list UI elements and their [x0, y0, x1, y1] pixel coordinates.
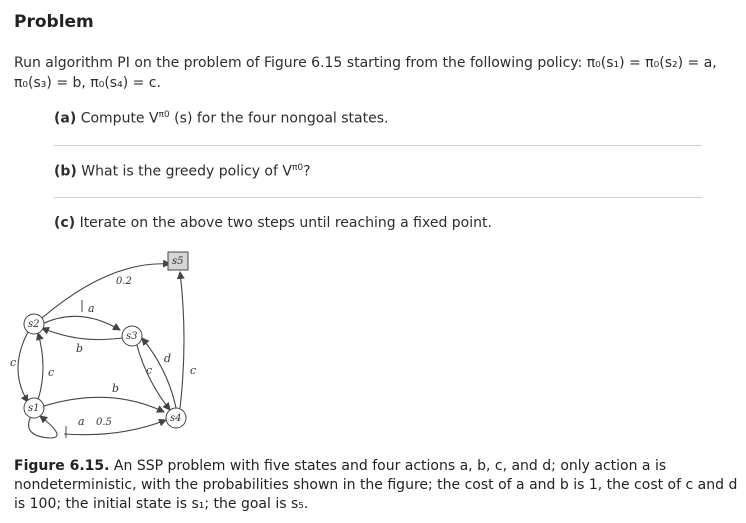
figure-caption	[14, 457, 742, 514]
edge-s2-s5	[42, 264, 170, 318]
question-a-sup: π0	[158, 110, 170, 120]
state-s3	[122, 326, 142, 346]
edge-s2-s1-left	[18, 332, 28, 402]
edge-s3-s2	[42, 328, 122, 340]
state-s1	[24, 398, 44, 418]
svg-text:s4: s4	[170, 413, 182, 424]
label-a-loop: a	[78, 415, 85, 428]
question-b-sup: π0	[291, 163, 304, 173]
question-a-text: Compute V	[80, 110, 159, 127]
edge-s1-s4	[44, 397, 164, 412]
label-b-s1: b	[112, 382, 120, 395]
label-a-s2: a	[88, 302, 95, 315]
question-b-tag: (b)	[54, 163, 77, 180]
svg-text:s5: s5	[172, 256, 184, 267]
problem-intro	[14, 53, 734, 93]
label-c-s3: c	[146, 364, 153, 377]
question-c	[54, 215, 492, 231]
question-b	[54, 163, 311, 180]
state-s5-goal	[168, 252, 188, 270]
edge-s1-s2-inner	[38, 333, 43, 400]
question-c-text: Iterate on the above two steps until reaching a fixed point.	[79, 215, 492, 231]
edge-s4-s5	[180, 272, 184, 408]
question-a-tag: (a)	[54, 110, 77, 127]
intro-line-1: Run algorithm PI on the problem of Figure 6.15 starting from the following policy: π₀(s₁) = π₀(s₂) = a,	[14, 55, 717, 71]
page-title: Problem	[14, 12, 94, 32]
question-b-text: What is the greedy policy of V	[81, 163, 292, 180]
answer-line-a	[54, 145, 702, 146]
question-a	[54, 110, 388, 127]
question-c-tag: (c)	[54, 215, 76, 231]
label-prob-0-5: 0.5	[96, 417, 112, 428]
ssp-diagram	[0, 248, 230, 448]
label-b-s3: b	[76, 342, 84, 355]
intro-line-2: π₀(s₃) = b, π₀(s₄) = c.	[14, 75, 161, 91]
caption-label: Figure 6.15.	[14, 458, 110, 474]
svg-text:s1: s1	[28, 403, 40, 414]
svg-text:s3: s3	[126, 331, 138, 342]
svg-text:s2: s2	[28, 319, 40, 330]
question-b-rest: ?	[303, 163, 311, 180]
label-d-s4: d	[164, 352, 172, 365]
label-prob-0-2: 0.2	[116, 276, 132, 287]
edge-s2-s3	[42, 316, 120, 330]
label-c-s4: c	[190, 364, 197, 377]
question-a-rest: (s) for the four nongoal states.	[169, 110, 389, 127]
caption-text: An SSP problem with five states and four actions a, b, c, and d; only action a is nondeterministic, with the probabilities shown in the figure; the cost of a and b is 1, the cost of c and d is 100; the initial state is s₁; the goal is s₅.	[14, 458, 738, 512]
label-c-left: c	[10, 356, 17, 369]
state-s4	[166, 408, 186, 428]
answer-line-b	[54, 197, 702, 198]
label-c-inner: c	[48, 366, 55, 379]
state-s2	[24, 314, 44, 334]
